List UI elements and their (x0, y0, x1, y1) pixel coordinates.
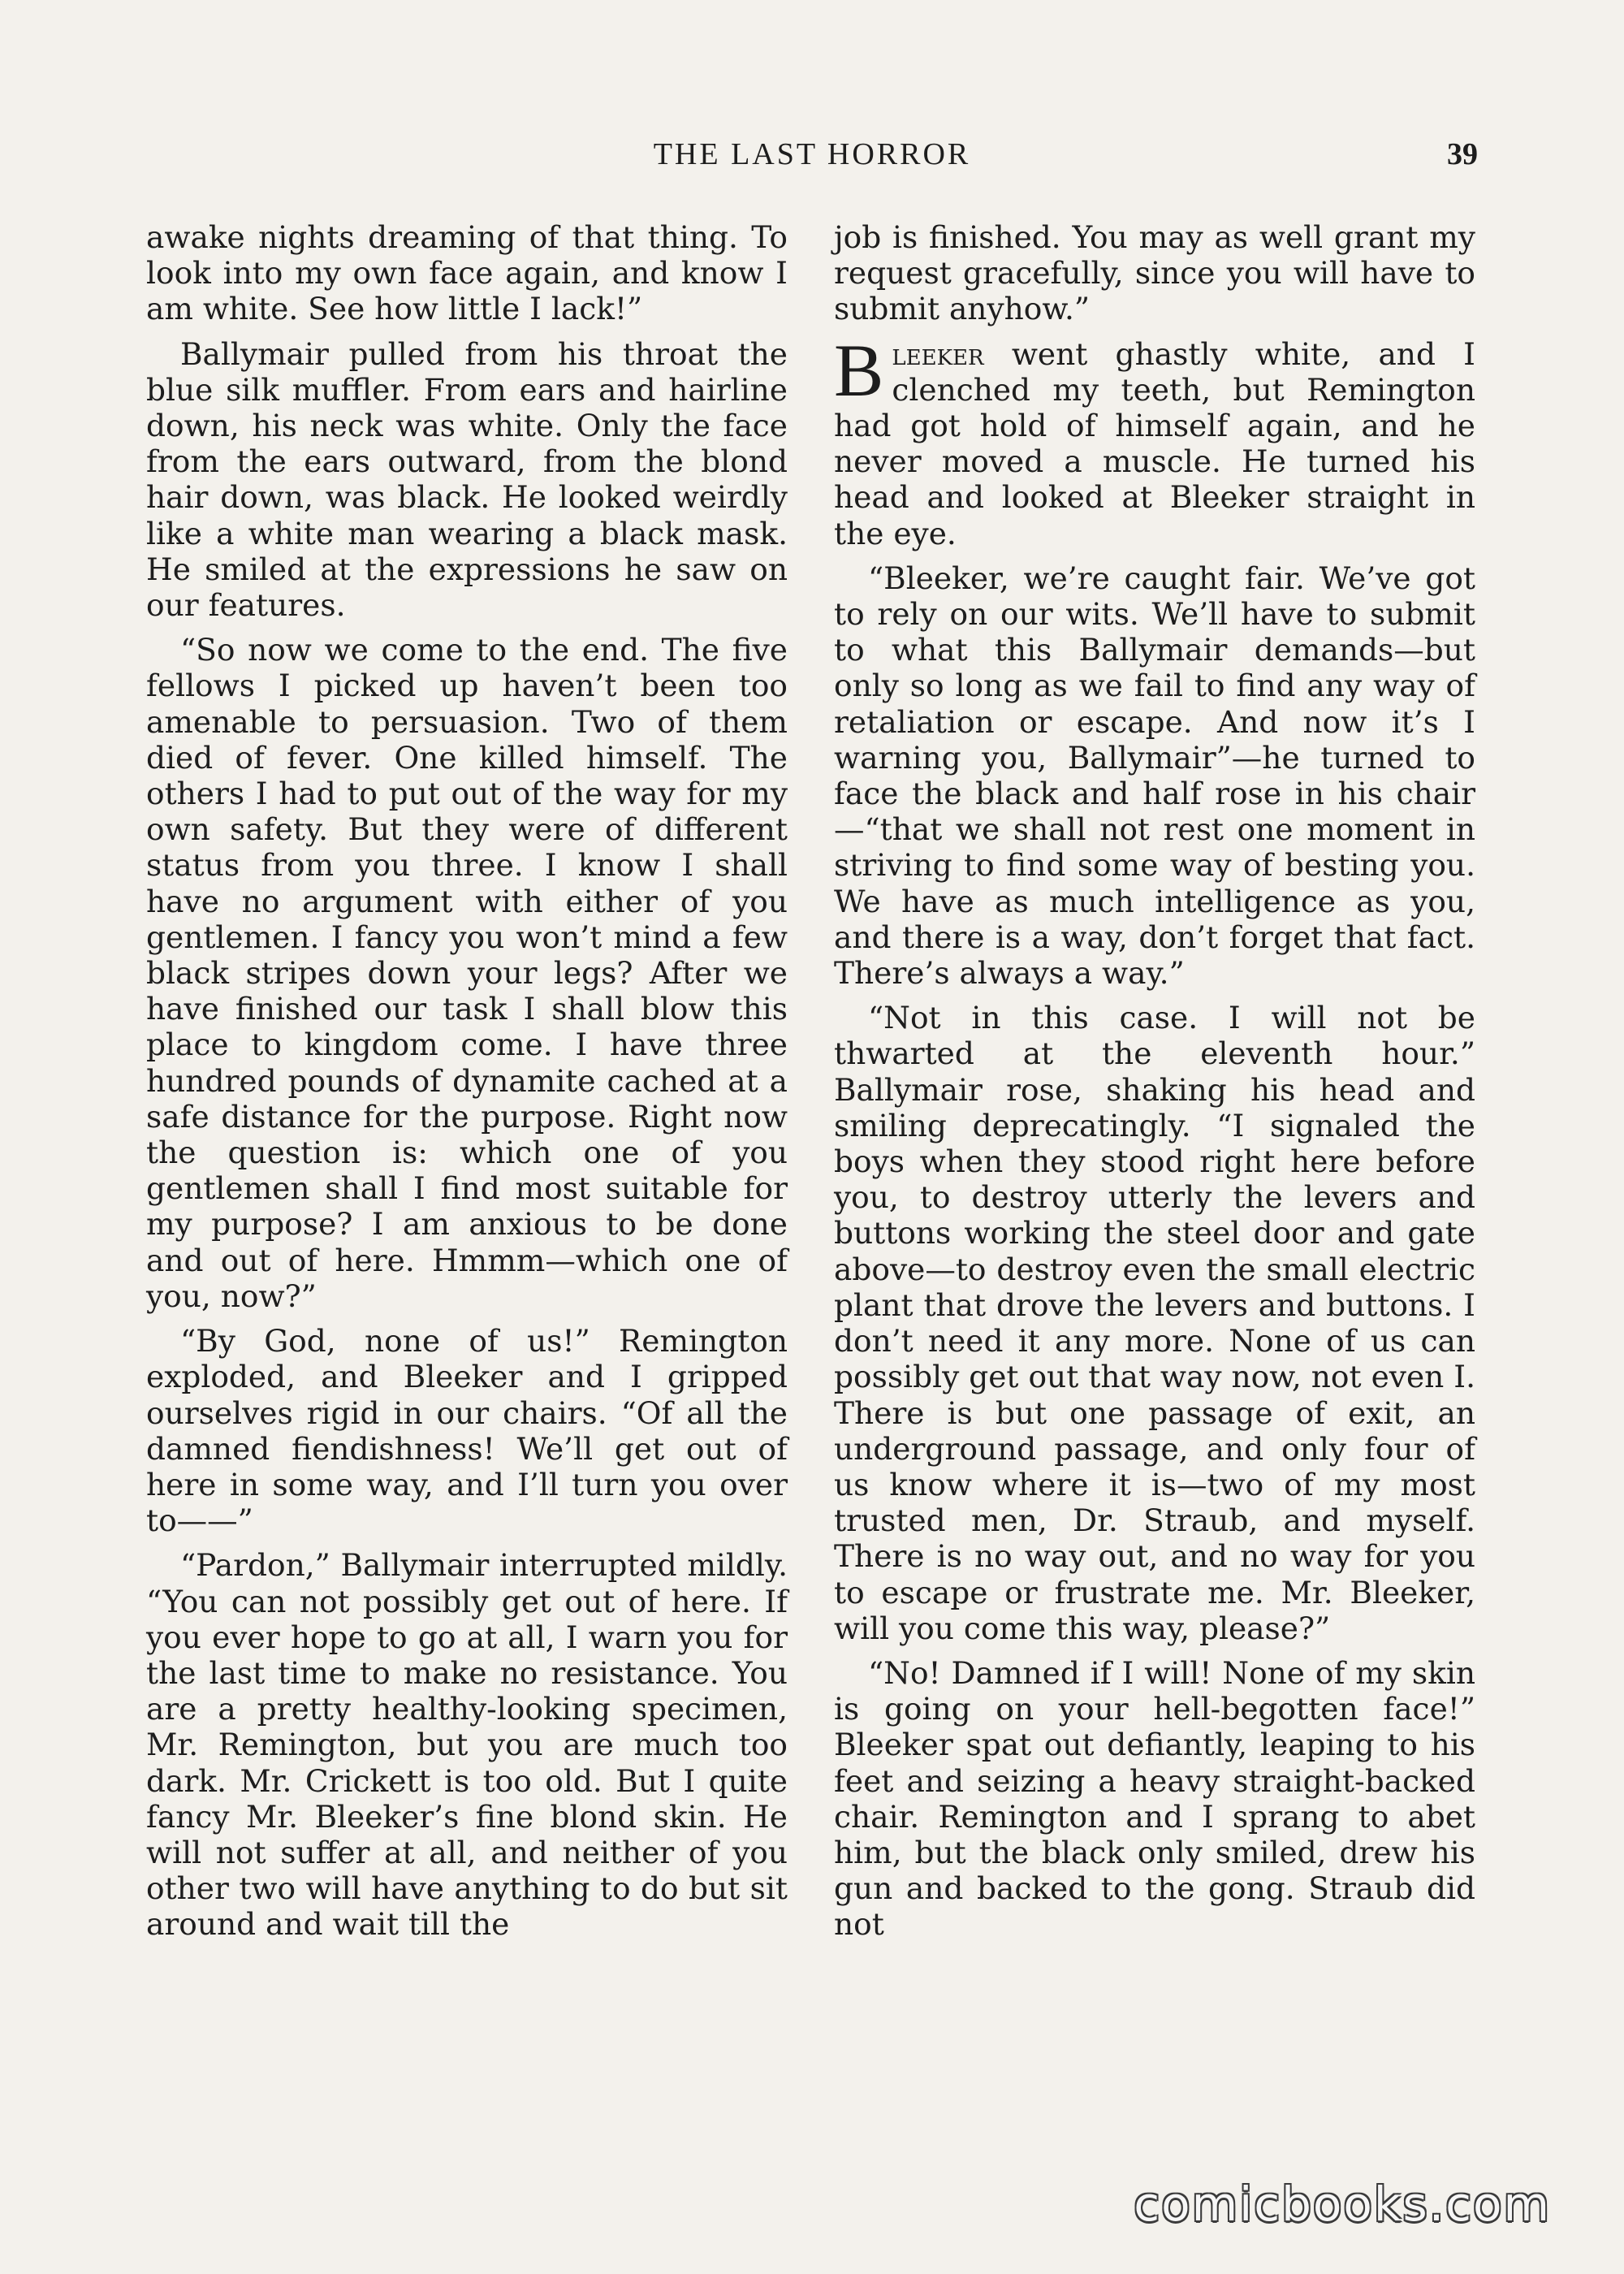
paragraph: “Not in this case. I will not be thwarted at the eleventh hour.” Ballymair rose, shaking his head and smiling deprecatingly. “I signaled the boys when they stood right here before you, to destroy utterly the levers and buttons working the steel door and gate above—to destroy even the small electric plant that drove the levers and buttons. I don’t need it any more. None of us can possibly get out that way now, not even I. There is but one passage of exit, an underground passage, and only four of us know where it is—two of my most trusted men, Dr. Straub, and myself. There is no way out, and no way for you to escape or frustrate me. Mr. Bleeker, will you come this way, please?” (834, 1000, 1475, 1646)
paragraph: “No! Damned if I will! None of my skin is going on your hell-begotten face!” Bleeker spat out defiantly, leaping to his feet and seizing a heavy straight-backed chair. Remington and I sprang to abet him, but the black only smiled, drew his gun and backed to the gong. Straub did not (834, 1654, 1475, 1943)
running-title: THE LAST HORROR (653, 137, 971, 171)
paragraph: “So now we come to the end. The five fellows I picked up haven’t been too amenable to persuasion. Two of them died of fever. One killed himself. The others I had to put out of the way for my own safety. But they were of different status from you three. I know I shall have no argument with either of you gentlemen. I fancy you won’t mind a few black stripes down your legs? After we have finished our task I shall blow this place to kingdom come. I have three hundred pounds of dynamite cached at a safe distance for the purpose. Right now the question is: which one of you gentlemen shall I find most suitable for my purpose? I am anxious to be done and out of here. Hmmm—which one of you, now?” (146, 632, 788, 1314)
left-column (146, 219, 788, 1952)
paragraph: awake nights dreaming of that thing. To look into my own face again, and know I am white. See how little I lack!” (146, 219, 788, 327)
page-number: 39 (1447, 137, 1478, 171)
small-caps-lead: leeker (892, 335, 984, 372)
paragraph: job is finished. You may as well grant my request gracefully, since you will have to submit anyhow.” (834, 219, 1475, 327)
watermark: comicbooks.com (1134, 2177, 1551, 2232)
paragraph: “By God, none of us!” Remington exploded, and Bleeker and I gripped ourselves rigid in our chairs. “Of all the damned fiendishness! We’ll get out of here in some way, and I’ll turn you over to——” (146, 1323, 788, 1539)
right-column (834, 219, 1475, 1952)
page-header (146, 136, 1478, 182)
section-break-paragraph (834, 328, 1475, 551)
paragraph: “Pardon,” Ballymair interrupted mildly. “You can not possibly get out of here. If you ever hope to go at all, I warn you for the last time to make no resistance. You are a pretty healthy-looking specimen, Mr. Remington, but you are much too dark. Mr. Crickett is too old. But I quite fancy Mr. Bleeker’s fine blond skin. He will not suffer at all, and neither of you other two will have anything to do but sit around and wait till the (146, 1547, 788, 1943)
paragraph-text: went ghastly white, and I clenched my teeth, but Remington had got hold of himself again, and he never moved a muscle. He turned his head and looked at Bleeker straight in the eye. (834, 335, 1475, 551)
paragraph: Ballymair pulled from his throat the blue silk muffler. From ears and hairline down, his neck was white. Only the face from the ears outward, from the blond hair down, was black. He looked weirdly like a white man wearing a black mask. He smiled at the expressions he saw on our features. (146, 335, 788, 624)
drop-cap: B (834, 328, 884, 412)
paragraph: “Bleeker, we’re caught fair. We’ve got to rely on our wits. We’ll have to submit to what this Ballymair demands—but only so long as we fail to find any way of retaliation or escape. And now it’s I warning you, Ballymair”—he turned to face the black and half rose in his chair—“that we shall not rest one moment in striving to find some way of besting you. We have as much intelligence as you, and there is a way, don’t forget that fact. There’s always a way.” (834, 560, 1475, 992)
